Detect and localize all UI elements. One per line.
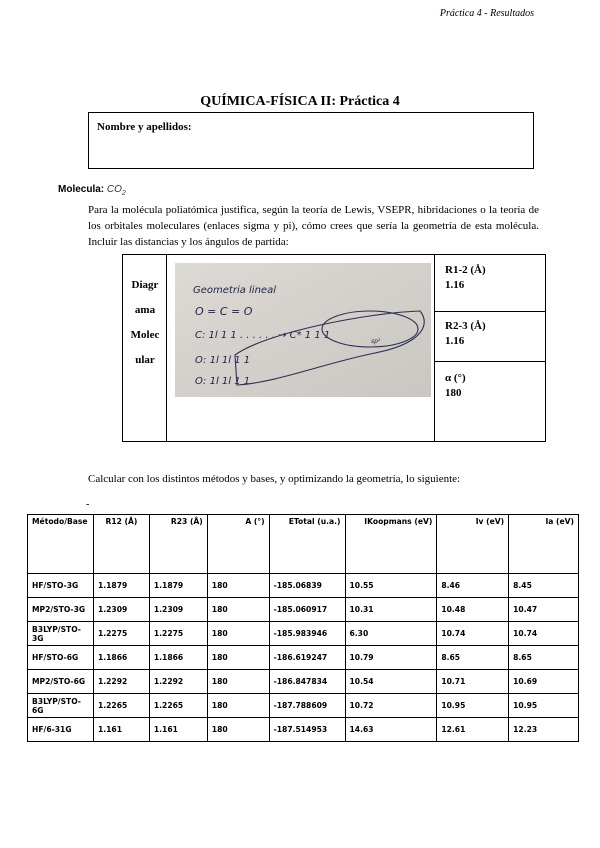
bullet-dash: - — [86, 499, 90, 510]
table-cell: 10.47 — [509, 598, 579, 622]
name-box[interactable] — [88, 112, 534, 169]
header-note: Práctica 4 - Resultados — [439, 8, 534, 19]
table-cell: 1.161 — [149, 718, 207, 742]
table-cell: 10.71 — [437, 670, 509, 694]
r23-label: R2-3 (Å) — [445, 320, 486, 332]
r12-cell — [445, 263, 486, 293]
header-ikoopmans: IKoopmans (eV) — [345, 515, 437, 574]
handwriting-title: Geometria lineal — [193, 285, 276, 296]
handwriting-oxygen-row-1: O: 1l 1l 1 1 — [195, 355, 251, 366]
table-cell: -187.514953 — [269, 718, 345, 742]
r12-value: 1.16 — [445, 279, 465, 291]
page-title: QUÍMICA-FÍSICA II: Práctica 4 — [200, 94, 400, 109]
table-cell: B3LYP/STO-3G — [28, 622, 94, 646]
handwriting-svg — [175, 263, 431, 397]
molecule-line — [58, 184, 126, 197]
r23-value: 1.16 — [445, 335, 465, 347]
results-table — [27, 514, 579, 742]
table-cell: 10.74 — [509, 622, 579, 646]
angle-cell — [445, 371, 466, 401]
table-cell: 8.45 — [509, 574, 579, 598]
table-cell: B3LYP/STO-6G — [28, 694, 94, 718]
table-cell: 180 — [207, 574, 269, 598]
table-cell: 180 — [207, 694, 269, 718]
molecule-formula — [107, 184, 126, 195]
table-cell: HF/STO-3G — [28, 574, 94, 598]
table-cell: 10.74 — [437, 622, 509, 646]
table-cell: MP2/STO-3G — [28, 598, 94, 622]
table-row — [28, 574, 579, 598]
diagram-label-line: Molec — [130, 329, 160, 341]
table-cell: -187.788609 — [269, 694, 345, 718]
table-cell: 12.61 — [437, 718, 509, 742]
name-label: Nombre y apellidos: — [97, 121, 192, 133]
table-cell: HF/STO-6G — [28, 646, 94, 670]
table-cell: 180 — [207, 646, 269, 670]
diagram-label — [125, 273, 165, 373]
table-cell: -186.619247 — [269, 646, 345, 670]
table-cell: 6.30 — [345, 622, 437, 646]
table-cell: 1.1879 — [149, 574, 207, 598]
table-cell: 180 — [207, 670, 269, 694]
angle-value: 180 — [445, 387, 462, 399]
diagram-table — [122, 254, 546, 442]
table-row — [28, 718, 579, 742]
table-cell: 12.23 — [509, 718, 579, 742]
table-cell: 180 — [207, 598, 269, 622]
table-cell: 8.65 — [437, 646, 509, 670]
table-row — [28, 646, 579, 670]
table-cell: 180 — [207, 622, 269, 646]
table-cell: 1.2309 — [149, 598, 207, 622]
handwriting-lewis: O = C = O — [195, 305, 253, 318]
handwriting-hybrid: sp² — [371, 338, 381, 345]
r12-label: R1-2 (Å) — [445, 264, 486, 276]
table-cell: 8.46 — [437, 574, 509, 598]
table-cell: 1.1866 — [149, 646, 207, 670]
header-r12: R12 (Å) — [93, 515, 149, 574]
table-cell: 10.95 — [509, 694, 579, 718]
table-cell: 1.2292 — [149, 670, 207, 694]
table-row — [28, 670, 579, 694]
table-cell: -186.847834 — [269, 670, 345, 694]
handwriting-oxygen-row-2: O: 1l 1l 1 1 — [195, 376, 251, 387]
intro-paragraph: Para la molécula poliatómica justifica, según la teoría de Lewis, VSEPR, hibridaciones o la teoría de los orbitales moleculares (enlaces sigma y pi), cómo crees que sería la geometría de esta molécula. Incluir las distancias y los ángulos de partida: — [88, 204, 539, 248]
header-r23: R23 (Å) — [149, 515, 207, 574]
table-cell: 1.2275 — [149, 622, 207, 646]
table-cell: 180 — [207, 718, 269, 742]
r23-cell — [445, 319, 486, 349]
table-cell: -185.06839 — [269, 574, 345, 598]
header-angle: A (°) — [207, 515, 269, 574]
diagram-label-line: Diagr — [131, 279, 159, 291]
table-cell: 10.72 — [345, 694, 437, 718]
table-cell: 10.79 — [345, 646, 437, 670]
diagram-label-line: ama — [134, 304, 156, 316]
table-cell: 10.69 — [509, 670, 579, 694]
table-row — [28, 694, 579, 718]
header-etotal: ETotal (u.a.) — [269, 515, 345, 574]
table-cell: 1.2292 — [93, 670, 149, 694]
table-cell: 8.65 — [509, 646, 579, 670]
calc-instructions: Calcular con los distintos métodos y bases, y optimizando la geometría, lo siguiente: — [88, 473, 461, 485]
handwriting-carbon-row: C: 1l 1 1 . . . . . . → C* 1 1 1 — [195, 330, 331, 341]
table-cell: 1.1866 — [93, 646, 149, 670]
table-row — [28, 598, 579, 622]
table-cell: 1.161 — [93, 718, 149, 742]
table-cell: 10.48 — [437, 598, 509, 622]
table-cell: 1.2309 — [93, 598, 149, 622]
table-cell: 10.31 — [345, 598, 437, 622]
header-iv: Iv (eV) — [437, 515, 509, 574]
table-cell: 1.2265 — [149, 694, 207, 718]
formula-subscript: 2 — [121, 190, 126, 197]
formula-text: CO — [106, 184, 122, 195]
angle-label: α (°) — [445, 372, 466, 384]
table-cell: 10.95 — [437, 694, 509, 718]
table-cell: 14.63 — [345, 718, 437, 742]
table-cell: 10.54 — [345, 670, 437, 694]
table-cell: -185.060917 — [269, 598, 345, 622]
table-cell: MP2/STO-6G — [28, 670, 94, 694]
handwritten-diagram-photo — [175, 263, 431, 397]
diagram-label-line: ular — [135, 354, 155, 366]
molecule-label: Molecula: — [58, 184, 105, 195]
table-cell: 1.2265 — [93, 694, 149, 718]
table-cell: -185.983946 — [269, 622, 345, 646]
header-method: Método/Base — [28, 515, 94, 574]
table-header-row — [28, 515, 579, 574]
table-row — [28, 622, 579, 646]
table-cell: 10.55 — [345, 574, 437, 598]
table-cell: HF/6-31G — [28, 718, 94, 742]
header-ia: Ia (eV) — [509, 515, 579, 574]
table-cell: 1.1879 — [93, 574, 149, 598]
table-cell: 1.2275 — [93, 622, 149, 646]
